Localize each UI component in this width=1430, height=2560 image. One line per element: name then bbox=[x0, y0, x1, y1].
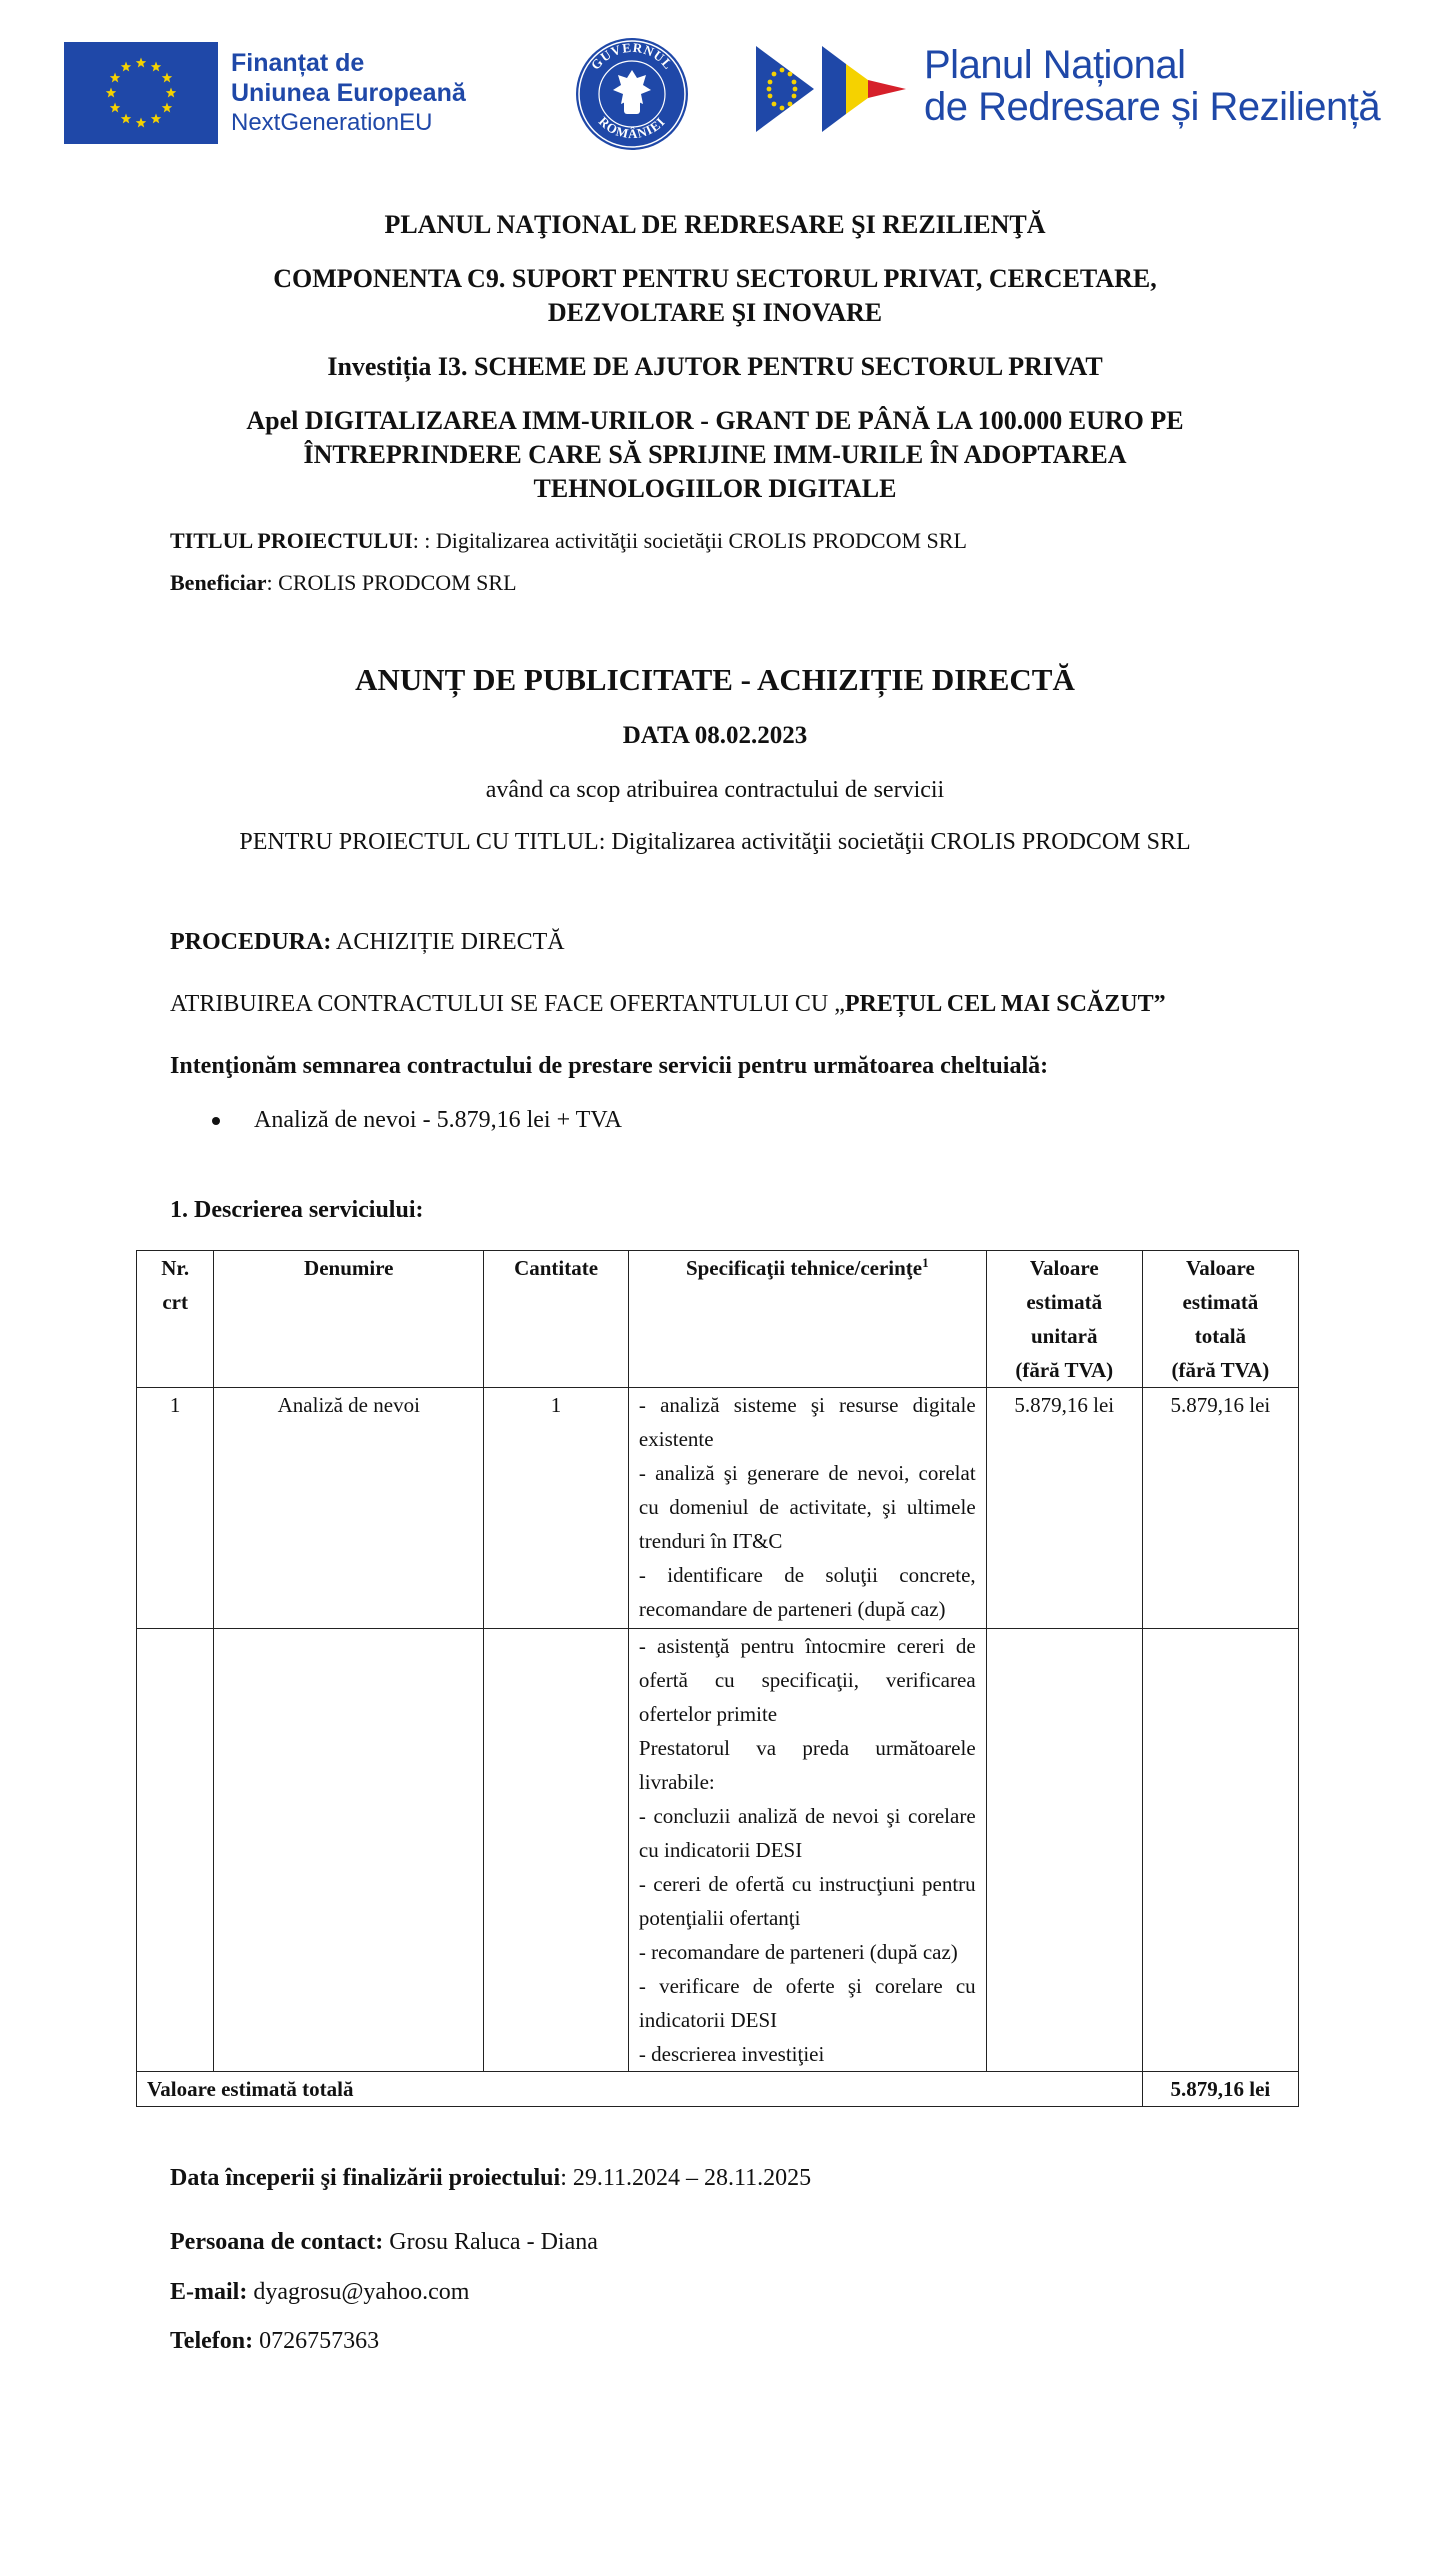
eu-stars-icon bbox=[64, 42, 218, 144]
contact-label: Persoana de contact: bbox=[170, 2229, 384, 2255]
eu-funding-text bbox=[231, 48, 466, 138]
spec-item: - recomandare de parteneri (după caz) bbox=[638, 1940, 958, 1964]
procedure-value: ACHIZIȚIE DIRECTĂ bbox=[331, 929, 565, 955]
cell-name: Analiză de nevoi bbox=[214, 1388, 484, 1629]
announcement-title: ANUNȚ DE PUBLICITATE - ACHIZIȚIE DIRECTĂ bbox=[355, 662, 1075, 697]
dates-value: : 29.11.2024 – 28.11.2025 bbox=[560, 2165, 812, 2191]
section-title-line bbox=[170, 1194, 423, 1226]
intention-line bbox=[170, 1050, 1048, 1082]
header-nr-line-1: Nr. bbox=[161, 1256, 190, 1280]
cell-empty bbox=[986, 1629, 1142, 2072]
cell-empty bbox=[214, 1629, 484, 2072]
spec-item: - analiză sisteme şi resurse digitale existente bbox=[638, 1393, 976, 1451]
project-title-line bbox=[170, 526, 967, 556]
component-title: COMPONENTA C9. SUPORT PENTRU SECTORUL PRIVAT, CERCETARE, DEZVOLTARE ŞI INOVARE bbox=[273, 264, 1157, 327]
pnrr-text bbox=[924, 44, 1380, 128]
procedure-line bbox=[170, 926, 565, 958]
section-title: 1. Descrierea serviciului: bbox=[170, 1197, 424, 1223]
announcement-project-line: PENTRU PROIECTUL CU TITLUL: Digitalizarea activităţii societăţii CROLIS PRODCOM SRL bbox=[239, 829, 1191, 855]
eu-flag-logo bbox=[64, 42, 218, 144]
cell-nr: 1 bbox=[137, 1388, 214, 1629]
phone-value: 0726757363 bbox=[253, 2328, 380, 2354]
beneficiary-line bbox=[170, 568, 517, 598]
spec-item: - identificare de soluţii concrete, recomandare de parteneri (după caz) bbox=[638, 1563, 976, 1621]
beneficiary-label: Beneficiar bbox=[170, 570, 267, 595]
cell-unit-value: 5.879,16 lei bbox=[986, 1388, 1142, 1629]
table-row-continued bbox=[137, 1629, 1299, 2072]
header-total-line-1: Valoare bbox=[1185, 1256, 1255, 1280]
spec-item: - concluzii analiză de nevoi şi corelare cu indicatorii DESI bbox=[638, 1804, 976, 1862]
header-name: Denumire bbox=[214, 1251, 484, 1388]
call-title: Apel DIGITALIZAREA IMM-URILOR - GRANT DE PÂNĂ LA 100.000 EURO PE ÎNTREPRINDERE CARE SĂ SPRIJINE IMM-URILE ÎN ADOPTAREA TEHNOLOGIILOR DIGITALE bbox=[246, 406, 1184, 503]
table-row bbox=[137, 1388, 1299, 1629]
cell-empty bbox=[1142, 1629, 1298, 2072]
announcement-scope: având ca scop atribuirea contractului de servicii bbox=[485, 777, 945, 803]
header-total-line-2: estimată bbox=[1182, 1290, 1259, 1314]
dates-label: Data începerii şi finalizării proiectului bbox=[170, 2165, 561, 2191]
footnote-marker: 1 bbox=[922, 1255, 929, 1270]
cell-spec-part-2 bbox=[628, 1629, 986, 2072]
header-qty: Cantitate bbox=[484, 1251, 629, 1388]
header-nr-line-2: crt bbox=[162, 1290, 188, 1314]
government-seal-logo bbox=[574, 36, 690, 152]
contact-person-line bbox=[170, 2226, 598, 2258]
pnrr-logo bbox=[756, 46, 906, 132]
cell-spec-part-1 bbox=[628, 1388, 986, 1629]
spec-item: Prestatorul va preda următoarele livrabile: bbox=[638, 1736, 976, 1794]
header-unit-line-2: estimată bbox=[1026, 1290, 1103, 1314]
total-label: Valoare estimată totală bbox=[137, 2072, 1143, 2107]
phone-label: Telefon: bbox=[170, 2328, 254, 2354]
contact-value: Grosu Raluca - Diana bbox=[383, 2229, 598, 2255]
eu-line-3: NextGenerationEU bbox=[231, 109, 433, 136]
award-prefix: ATRIBUIREA CONTRACTULUI SE FACE OFERTANTULUI CU „ bbox=[170, 991, 845, 1017]
project-title-value: : : Digitalizarea activităţii societăţii CROLIS PRODCOM SRL bbox=[412, 528, 967, 553]
header-total-line-3: totală bbox=[1194, 1324, 1247, 1348]
award-criterion-line bbox=[170, 988, 1166, 1020]
cell-total-value: 5.879,16 lei bbox=[1142, 1388, 1298, 1629]
pnrr-line-1: Planul Național bbox=[924, 43, 1186, 87]
header-total-line-4: (fără TVA) bbox=[1171, 1358, 1270, 1382]
eu-line-1: Finanțat de bbox=[231, 49, 365, 77]
spec-item: - descrierea investiţiei bbox=[638, 2042, 825, 2066]
spec-item: - analiză şi generare de nevoi, corelat cu domeniul de activitate, şi ultimele trenduri în IT&C bbox=[638, 1461, 976, 1553]
header-spec bbox=[628, 1251, 986, 1388]
header-total-value bbox=[1142, 1251, 1298, 1388]
pnrr-line-2: de Redresare și Reziliență bbox=[924, 85, 1381, 129]
intention-text: Intenţionăm semnarea contractului de prestare servicii pentru următoarea cheltuială: bbox=[170, 1053, 1049, 1079]
email-label: E-mail: bbox=[170, 2279, 248, 2305]
header-nr bbox=[137, 1251, 214, 1388]
project-dates-line bbox=[170, 2162, 811, 2194]
cell-empty bbox=[137, 1629, 214, 2072]
total-value: 5.879,16 lei bbox=[1142, 2072, 1298, 2107]
cell-qty: 1 bbox=[484, 1388, 629, 1629]
seal-text-bottom: ROMÂNIEI bbox=[595, 113, 669, 142]
email-line bbox=[170, 2276, 469, 2308]
project-title-label: TITLUL PROIECTULUI bbox=[170, 528, 413, 553]
header-spec-text: Specificaţii tehnice/cerinţe bbox=[685, 1256, 923, 1280]
services-table bbox=[136, 1250, 1299, 2107]
header-unit-line-4: (fără TVA) bbox=[1015, 1358, 1114, 1382]
table-total-row bbox=[137, 2072, 1299, 2107]
announcement-date: DATA 08.02.2023 bbox=[622, 722, 808, 749]
header-unit-value bbox=[986, 1251, 1142, 1388]
award-criterion: PREȚUL CEL MAI SCĂZUT” bbox=[844, 991, 1166, 1017]
table-header-row bbox=[137, 1251, 1299, 1388]
plan-title: PLANUL NAŢIONAL DE REDRESARE ŞI REZILIENŢĂ bbox=[384, 210, 1046, 239]
phone-line bbox=[170, 2325, 379, 2357]
spec-item: - cereri de ofertă cu instrucţiuni pentru potenţialii ofertanţi bbox=[638, 1872, 976, 1930]
eu-line-2: Uniunea Europeană bbox=[231, 79, 466, 107]
beneficiary-value: : CROLIS PRODCOM SRL bbox=[266, 570, 517, 595]
procedure-label: PROCEDURA: bbox=[170, 929, 332, 955]
spec-item: - verificare de oferte şi corelare cu indicatorii DESI bbox=[638, 1974, 976, 2032]
email-value[interactable]: dyagrosu@yahoo.com bbox=[247, 2279, 470, 2305]
expense-bullet: Analiză de nevoi - 5.879,16 lei + TVA bbox=[254, 1107, 622, 1133]
spec-item: - asistenţă pentru întocmire cereri de ofertă cu specificaţii, verificarea ofertelor primite bbox=[638, 1634, 976, 1726]
investment-title: Investiția I3. SCHEME DE AJUTOR PENTRU SECTORUL PRIVAT bbox=[327, 352, 1103, 381]
header-unit-line-3: unitară bbox=[1030, 1324, 1098, 1348]
bullet-icon bbox=[212, 1117, 220, 1125]
cell-empty bbox=[484, 1629, 629, 2072]
seal-text: GUVERNUL bbox=[587, 39, 677, 73]
header-unit-line-1: Valoare bbox=[1029, 1256, 1099, 1280]
